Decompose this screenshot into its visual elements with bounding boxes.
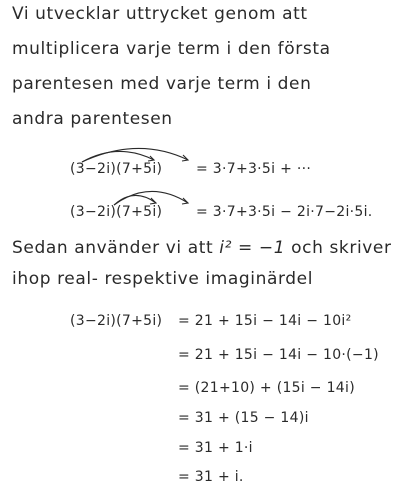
derivation-step-2: = 21 + 15i − 14i − 10·(−1) [178,347,379,363]
intro-line-2: multiplicera varje term i den första [12,39,331,59]
derivation-step-4: = 31 + (15 − 14)i [178,410,309,426]
intro-line-1: Vi utvecklar uttrycket genom att [12,4,308,24]
derivation-lhs: (3−2i)(7+5i) [70,313,163,329]
expansion-lhs-1: (3−2i)(7+5i) [70,161,163,177]
expansion-row-1 [70,158,410,180]
intro-line-4: andra parentesen [12,109,173,129]
derivation-step-5: = 31 + 1·i [178,440,253,456]
expansion-row-2 [70,201,410,223]
expansion-rhs-1: = 3·7+3·5i + ··· [196,161,312,177]
derivation-step-3: = (21+10) + (15i − 14i) [178,380,355,396]
expansion-lhs-2: (3−2i)(7+5i) [70,204,163,220]
expansion-rhs-2: = 3·7+3·5i − 2i·7−2i·5i. [196,204,373,220]
sedan-text-before: Sedan använder vi att [12,238,220,258]
derivation-step-1: = 21 + 15i − 14i − 10i² [178,313,352,329]
i-squared-identity: i² = −1 [219,238,286,258]
sedan-line-2: ihop real- respektive imaginärdel [12,269,314,289]
derivation-step-6: = 31 + i. [178,469,244,485]
sedan-line-1 [12,238,392,258]
sedan-text-after: och skriver [285,238,392,258]
intro-line-3: parentesen med varje term i den [12,74,312,94]
